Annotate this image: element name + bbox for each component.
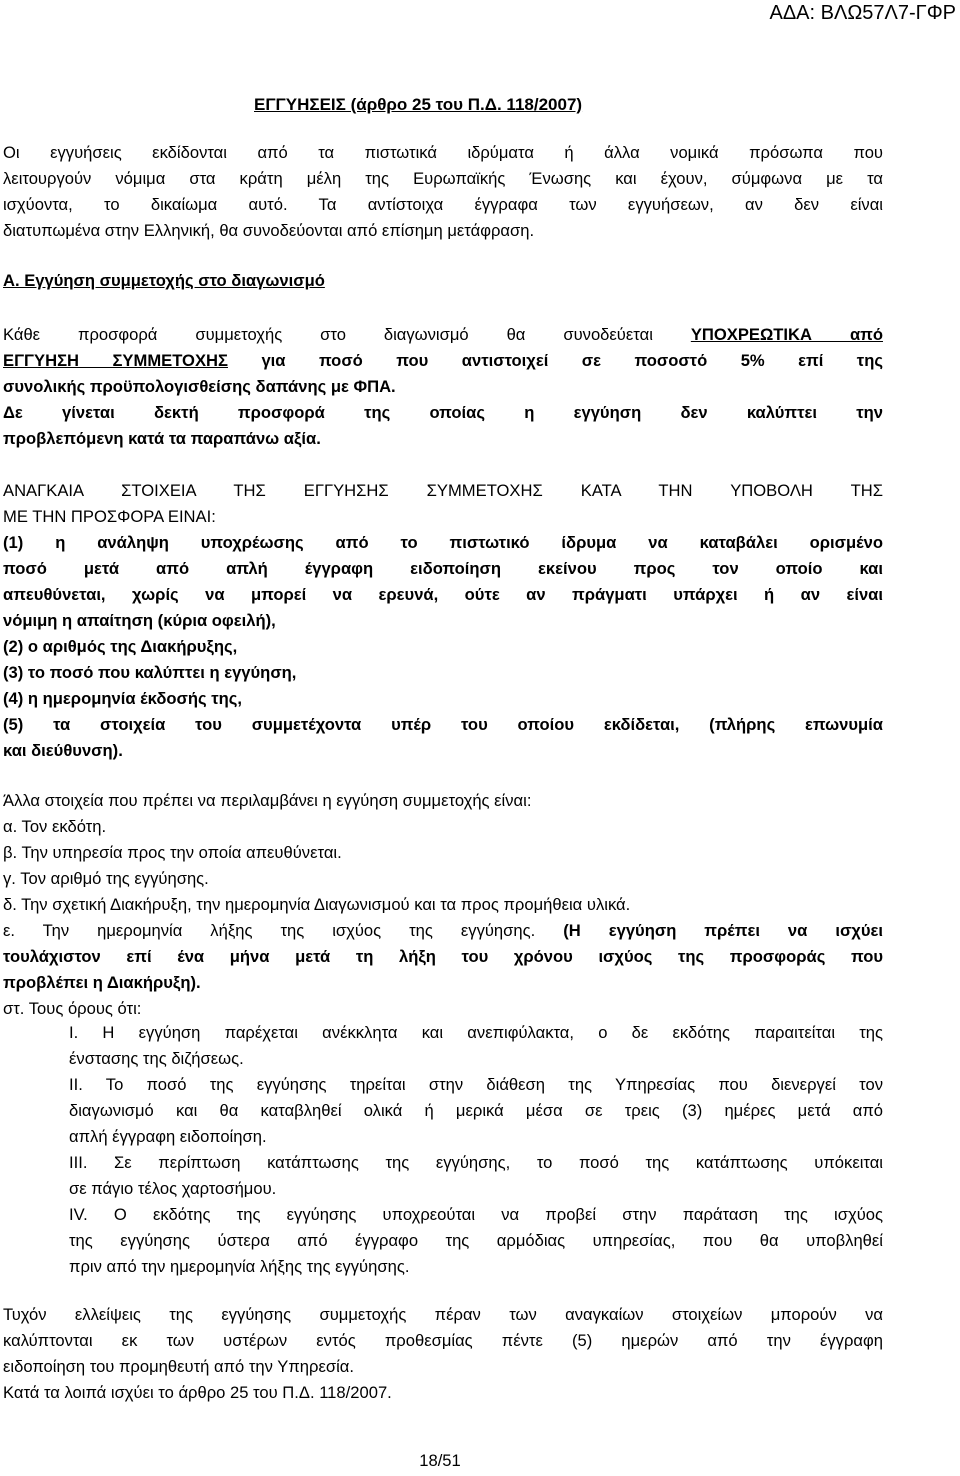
- page-title: ΕΓΓΥΗΣΕΙΣ (άρθρο 25 του Π.Δ. 118/2007): [254, 95, 583, 114]
- other-item: β. Την υπηρεσία προς την οποία απευθύνεται.: [3, 843, 342, 862]
- offer-paragraph: [3, 322, 883, 452]
- term-line: της εγγύησης ύστερα από έγγραφο της αρμόδιας υπηρεσίας, που θα υποβληθεί: [69, 1231, 883, 1250]
- term-line: διαγωνισμό και θα καταβληθεί ολικά ή μερικά μέσα σε τρεις (3) ημέρες μετά από: [69, 1101, 883, 1120]
- term-line: ΙΙΙ. Σε περίπτωση κατάπτωσης της εγγύησης, το ποσό της κατάπτωσης υπόκειται: [69, 1153, 883, 1172]
- offer-line: συνολικής προϋπολογισθείσης δαπάνης με ΦΠΑ.: [3, 377, 396, 396]
- required-item: (3) το ποσό που καλύπτει η εγγύηση,: [3, 663, 297, 682]
- intro-line: ισχύοντα, το δικαίωμα αυτό. Τα αντίστοιχα έγγραφα των εγγυήσεων, αν δεν είναι: [3, 195, 883, 214]
- required-item: απευθύνεται, χωρίς να μπορεί να ερευνά, ούτε αν πράγματι υπάρχει ή αν είναι: [3, 585, 883, 604]
- term-line: σε πάγιο τέλος χαρτοσήμου.: [69, 1179, 277, 1198]
- intro-paragraph: [3, 140, 883, 244]
- offer-line: προβλεπόμενη κατά τα παραπάνω αξία.: [3, 429, 321, 448]
- other-item: δ. Την σχετική Διακήρυξη, την ημερομηνία Διαγωνισμού και τα προς προμήθεια υλικά.: [3, 895, 631, 914]
- expiry-note: τουλάχιστον επί ένα μήνα μετά τη λήξη του χρόνου ισχύος της προσφοράς που: [3, 947, 883, 966]
- missing-line: Κατά τα λοιπά ισχύει το άρθρο 25 του Π.Δ. 118/2007.: [3, 1383, 392, 1402]
- term-line: ένστασης της διζήσεως.: [69, 1049, 244, 1068]
- missing-line: ειδοποίηση του προμηθευτή από την Υπηρεσία.: [3, 1357, 354, 1376]
- ada-code: ΑΔΑ: ΒΛΩ57Λ7-ΓΦΡ: [769, 2, 956, 24]
- other-intro: Άλλα στοιχεία που πρέπει να περιλαμβάνει η εγγύηση συμμετοχής είναι:: [3, 791, 532, 810]
- required-item: και διεύθυνση).: [3, 741, 123, 760]
- other-item: γ. Τον αριθμό της εγγύησης.: [3, 869, 209, 888]
- required-item: (5) τα στοιχεία του συμμετέχοντα υπέρ του οποίου εκδίδεται, (πλήρης επωνυμία: [3, 715, 883, 734]
- expiry-note: προβλέπει η Διακήρυξη).: [3, 973, 201, 992]
- other-item: [3, 918, 883, 944]
- term-line: ΙΙ. Το ποσό της εγγύησης τηρείται στην διάθεση της Υπηρεσίας που διενεργεί τον: [69, 1075, 883, 1094]
- term-line: IV. Ο εκδότης της εγγύησης υποχρεούται να προβεί στην παράταση της ισχύος: [69, 1205, 883, 1224]
- terms-list: [3, 1020, 883, 1280]
- required-item: νόμιμη η απαίτηση (κύρια οφειλή),: [3, 611, 276, 630]
- required-item: (4) η ημερομηνία έκδοσής της,: [3, 689, 243, 708]
- term-line: απλή έγγραφη ειδοποίηση.: [69, 1127, 267, 1146]
- page-number: 18/51: [419, 1451, 461, 1470]
- missing-paragraph: [3, 1302, 883, 1406]
- other-item: στ. Τους όρους ότι:: [3, 999, 142, 1018]
- required-item: (1) η ανάληψη υποχρέωσης από το πιστωτικό ίδρυμα να καταβάλει ορισμένο: [3, 533, 883, 552]
- offer-line: [3, 348, 883, 374]
- offer-line: [3, 322, 883, 348]
- intro-line: διατυπωμένα στην Ελληνική, θα συνοδεύονται από επίσημη μετάφραση.: [3, 221, 535, 240]
- offer-text: Κάθε προσφορά συμμετοχής στο διαγωνισμό θα συνοδεύεται: [3, 325, 653, 344]
- required-heading: ΑΝΑΓΚΑΙΑ ΣΤΟΙΧΕΙΑ ΤΗΣ ΕΓΓΥΗΣΗΣ ΣΥΜΜΕΤΟΧΗΣ ΚΑΤΑ ΤΗΝ ΥΠΟΒΟΛΗ ΤΗΣ: [3, 481, 883, 500]
- intro-line: Οι εγγυήσεις εκδίδονται από τα πιστωτικά ιδρύματα ή άλλα νομικά πρόσωπα που: [3, 143, 883, 162]
- missing-line: καλύπτονται εκ των υστέρων εντός προθεσμίας πέντε (5) ημερών από την έγγραφη: [3, 1331, 883, 1350]
- term-line: πριν από την ημερομηνία λήξης της εγγύησης.: [69, 1257, 410, 1276]
- required-heading: ΜΕ ΤΗΝ ΠΡΟΣΦΟΡΑ ΕΙΝΑΙ:: [3, 507, 216, 526]
- expiry-note: (Η εγγύηση πρέπει να ισχύει: [563, 921, 883, 940]
- offer-text: για ποσό που αντιστοιχεί σε ποσοστό 5% επί της: [261, 351, 883, 370]
- required-item: (2) ο αριθμός της Διακήρυξης,: [3, 637, 238, 656]
- other-item: α. Τον εκδότη.: [3, 817, 107, 836]
- required-elements: [3, 478, 883, 764]
- term-line: Ι. Η εγγύηση παρέχεται ανέκκλητα και ανεπιφύλακτα, ο δε εκδότης παραιτείται της: [69, 1023, 883, 1042]
- offer-line: Δε γίνεται δεκτή προσφορά της οποίας η εγγύηση δεν καλύπτει την: [3, 403, 883, 422]
- required-item: ποσό μετά από απλή έγγραφη ειδοποίηση εκείνου προς τον οποίο και: [3, 559, 883, 578]
- expiry-text: ε. Την ημερομηνία λήξης της ισχύος της εγγύησης.: [3, 921, 536, 940]
- mandatory-text: ΥΠΟΧΡΕΩΤΙΚΑ από: [690, 325, 883, 344]
- section-subtitle: Α. Εγγύηση συμμετοχής στο διαγωνισμό: [3, 271, 325, 290]
- guarantee-text: ΕΓΓΥΗΣΗ ΣΥΜΜΕΤΟΧΗΣ: [3, 351, 228, 370]
- missing-line: Τυχόν ελλείψεις της εγγύησης συμμετοχής πέραν των αναγκαίων στοιχείων μπορούν να: [3, 1305, 883, 1324]
- intro-line: λειτουργούν νόμιμα στα κράτη μέλη της Ευρωπαϊκής Ένωσης και έχουν, σύμφωνα με τα: [3, 169, 883, 188]
- other-elements: [3, 788, 883, 1022]
